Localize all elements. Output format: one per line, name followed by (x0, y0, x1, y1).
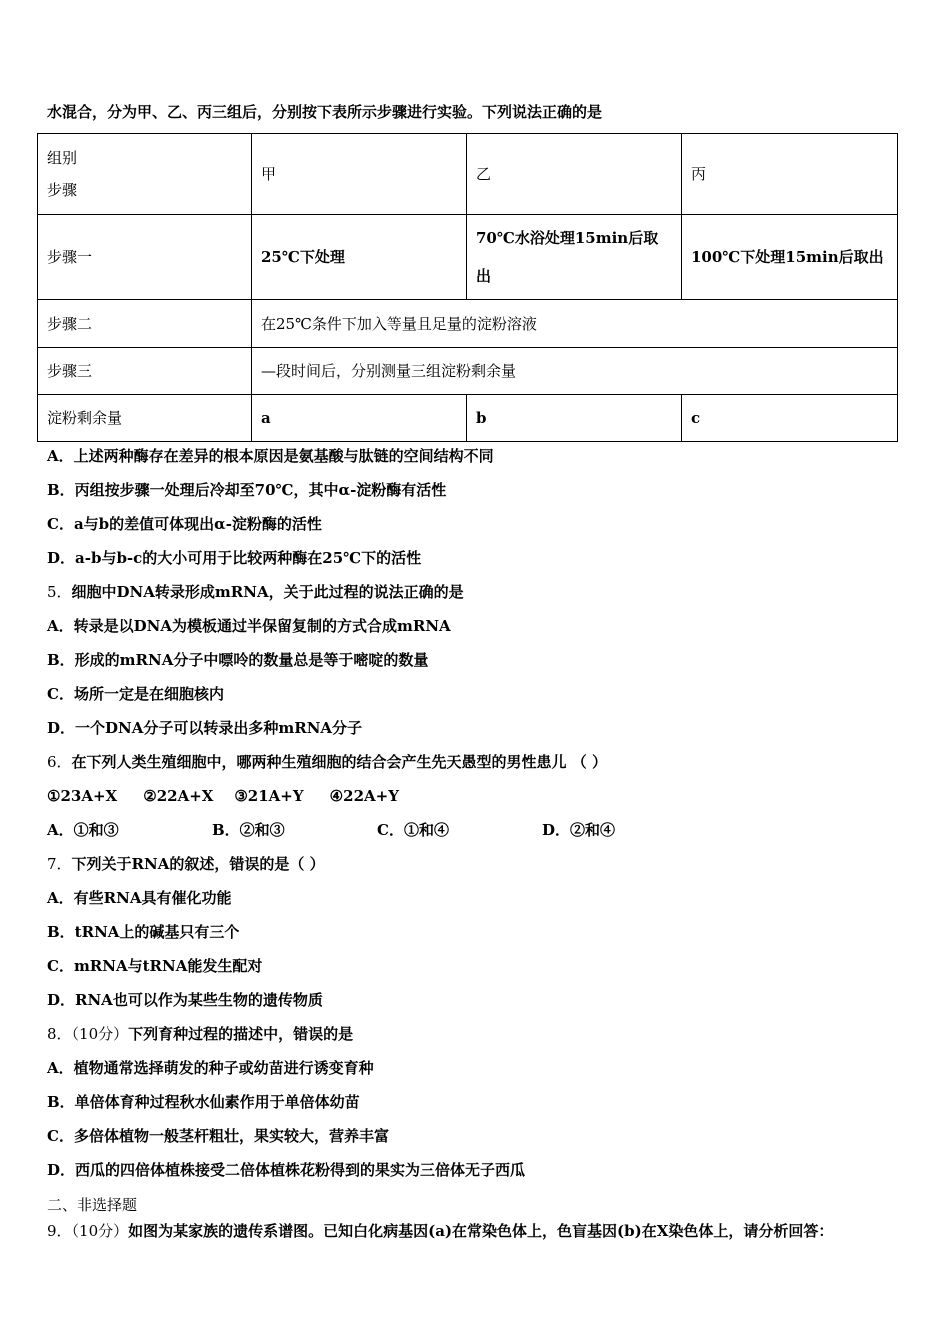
q8-option-d: D．西瓜的四倍体植株接受二倍体植株花粉得到的果实为三倍体无子西瓜 (47, 1161, 526, 1179)
q6-options-row (47, 820, 747, 840)
q7-option-d: D．RNA也可以作为某些生物的遗传物质 (47, 991, 323, 1009)
q8-option-b: B．单倍体育种过程秋水仙素作用于单倍体幼苗 (47, 1093, 360, 1111)
section-heading: 二、非选择题 (47, 1196, 138, 1214)
q5-stem-text: 细胞中DNA转录形成mRNA，关于此过程的说法正确的是 (71, 583, 464, 601)
row-label-step3: 步骤三 (38, 348, 252, 395)
q9-stem (47, 1221, 833, 1241)
q5-option-a: A．转录是以DNA为模板通过半保留复制的方式合成mRNA (47, 617, 451, 635)
table-row-step3 (38, 348, 898, 395)
cell-step1-jia: 25℃下处理 (252, 215, 467, 300)
q6-option-b: B．②和③ (212, 821, 285, 839)
row-label-starch: 淀粉剩余量 (38, 395, 252, 442)
header-bing: 丙 (682, 134, 898, 215)
cell-step2-merged: 在25℃条件下加入等量且足量的淀粉溶液 (252, 300, 898, 348)
cell-step3-merged: —段时间后，分别测量三组淀粉剩余量 (252, 348, 898, 395)
q8-number: 8．（10分） (47, 1025, 129, 1043)
header-group-label: 组别 (47, 149, 78, 167)
q4-option-b: B．丙组按步骤一处理后冷却至70℃，其中α-淀粉酶有活性 (47, 481, 447, 499)
q7-option-c: C．mRNA与tRNA能发生配对 (47, 957, 263, 975)
row-label-step1: 步骤一 (38, 215, 252, 300)
q6-stem (47, 752, 607, 772)
q8-option-a: A．植物通常选择萌发的种子或幼苗进行诱变育种 (47, 1059, 374, 1077)
q5-option-b: B．形成的mRNA分子中嘌呤的数量总是等于嘧啶的数量 (47, 651, 429, 669)
q7-number: 7． (47, 855, 72, 873)
q6-option-c: C．①和④ (377, 821, 449, 839)
q5-option-d: D．一个DNA分子可以转录出多种mRNA分子 (47, 719, 363, 737)
table-row-step2 (38, 300, 898, 348)
header-group-step-cell (38, 134, 252, 215)
q6-stem-text: 在下列人类生殖细胞中，哪两种生殖细胞的结合会产生先天愚型的男性患儿 （ ） (71, 753, 607, 771)
q7-option-a: A．有些RNA具有催化功能 (47, 889, 232, 907)
q8-stem (47, 1024, 353, 1044)
q6-option-d: D．②和④ (542, 821, 616, 839)
cell-starch-bing: c (682, 395, 898, 442)
cell-step1-yi: 70℃水浴处理15min后取出 (467, 215, 682, 300)
table-row-starch (38, 395, 898, 442)
q7-stem (47, 854, 325, 874)
header-yi: 乙 (467, 134, 682, 215)
row-label-step2: 步骤二 (38, 300, 252, 348)
header-step-label: 步骤 (47, 181, 78, 199)
experiment-table (37, 133, 898, 442)
intro-text: 水混合，分为甲、乙、丙三组后，分别按下表所示步骤进行实验。下列说法正确的是 (47, 103, 603, 121)
cell-starch-jia: a (252, 395, 467, 442)
q8-option-c: C．多倍体植物一般茎杆粗壮，果实较大，营养丰富 (47, 1127, 389, 1145)
q6-number: 6． (47, 753, 72, 771)
q7-option-b: B．tRNA上的碱基只有三个 (47, 923, 240, 941)
q9-stem-text: 如图为某家族的遗传系谱图。已知白化病基因(a)在常染色体上，色盲基因(b)在X染色体上，请分析回答： (128, 1222, 834, 1240)
q4-option-d: D．a-b与b-c的大小可用于比较两种酶在25℃下的活性 (47, 549, 422, 567)
q5-option-c: C．场所一定是在细胞核内 (47, 685, 224, 703)
q6-items: ①23A+X ②22A+X ③21A+Y ④22A+Y (47, 787, 399, 805)
q6-option-a: A．①和③ (47, 821, 119, 839)
q4-option-a: A．上述两种酶存在差异的根本原因是氨基酸与肽链的空间结构不同 (47, 447, 494, 465)
header-jia: 甲 (252, 134, 467, 215)
q9-number: 9．（10分） (47, 1222, 129, 1240)
q4-option-c: C．a与b的差值可体现出α-淀粉酶的活性 (47, 515, 322, 533)
cell-step1-bing: 100℃下处理15min后取出 (682, 215, 898, 300)
q8-stem-text: 下列育种过程的描述中，错误的是 (128, 1025, 354, 1043)
table-row-step1 (38, 215, 898, 300)
q5-number: 5． (47, 583, 72, 601)
table-header-row (38, 134, 898, 215)
cell-starch-yi: b (467, 395, 682, 442)
q7-stem-text: 下列关于RNA的叙述，错误的是（ ） (71, 855, 325, 873)
q5-stem (47, 582, 464, 602)
